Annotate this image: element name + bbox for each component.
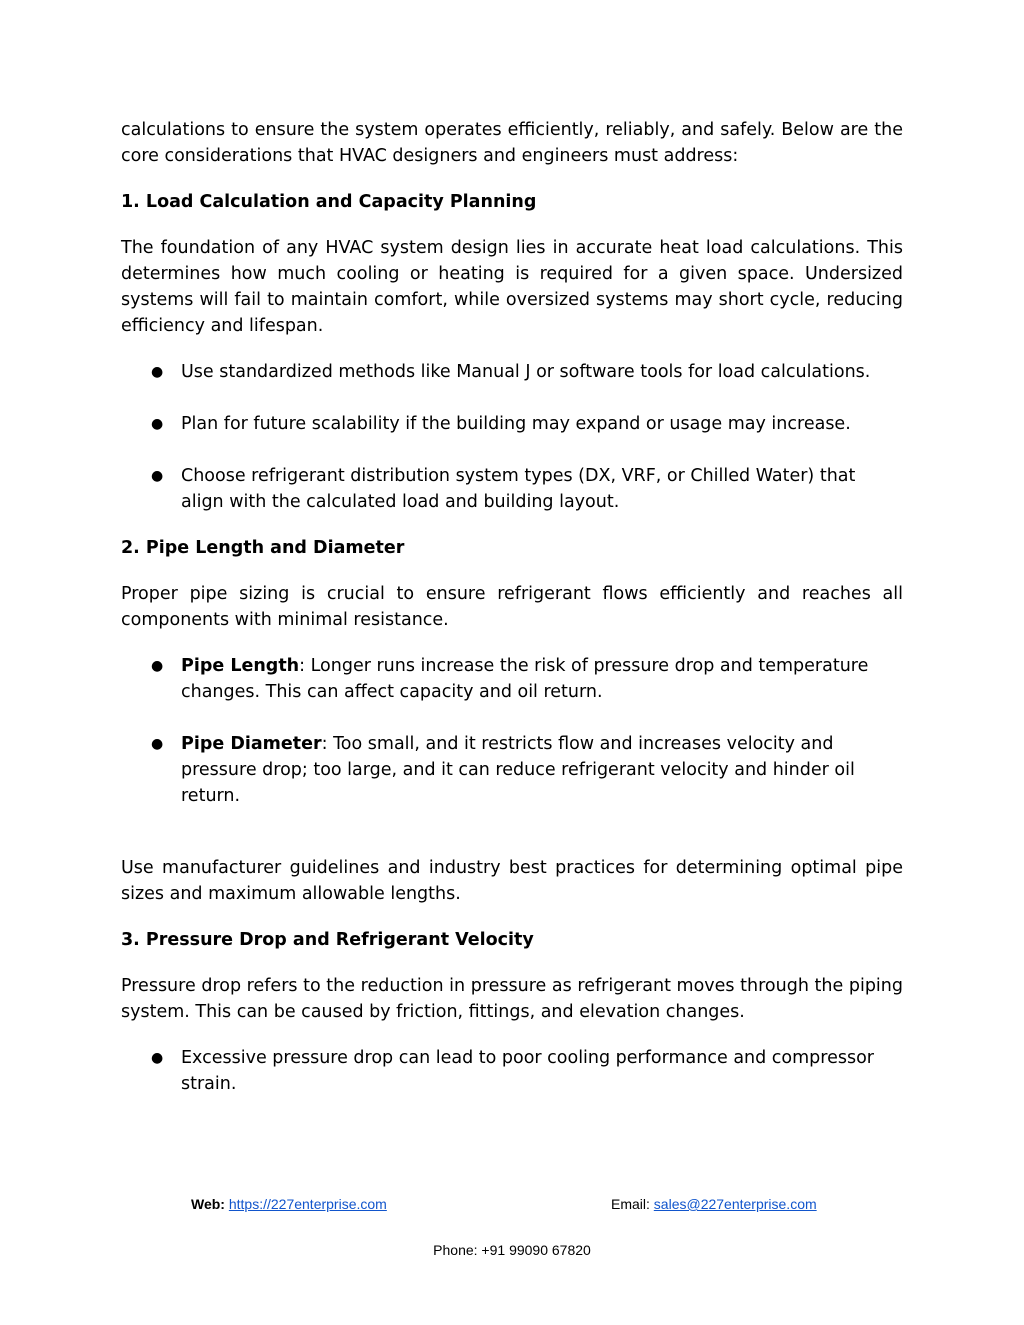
list-item: ● Plan for future scalability if the building may expand or usage may increase. bbox=[121, 411, 903, 437]
section-2-heading: 2. Pipe Length and Diameter bbox=[121, 538, 405, 558]
bullet-icon: ● bbox=[151, 468, 164, 484]
section-3-body: Pressure drop refers to the reduction in pressure as refrigerant moves through the piping system. This can be caused by friction, fittings, and elevation changes. bbox=[121, 976, 903, 1022]
list-item: ● Excessive pressure drop can lead to poor cooling performance and compressor strain. bbox=[121, 1045, 903, 1097]
section-1-heading: 1. Load Calculation and Capacity Planning bbox=[121, 192, 537, 212]
bullet-icon: ● bbox=[151, 658, 164, 674]
footer-email bbox=[611, 1194, 817, 1214]
email-link[interactable]: sales@227enterprise.com bbox=[653, 1196, 817, 1212]
list-item: ● Pipe Length: Longer runs increase the risk of pressure drop and temperature changes. This can affect capacity and oil return. bbox=[121, 653, 903, 705]
bullet-icon: ● bbox=[151, 736, 164, 752]
footer-web bbox=[191, 1194, 387, 1214]
section-1-body: The foundation of any HVAC system design lies in accurate heat load calculations. This determines how much cooling or heating is required for a given space. Undersized systems will fail to maintain comfort, while oversized systems may short cycle, reducing efficiency and lifespan. bbox=[121, 238, 903, 336]
footer-phone: Phone: +91 99090 67820 bbox=[433, 1242, 591, 1258]
section-2-after: Use manufacturer guidelines and industry best practices for determining optimal pipe sizes and maximum allowable lengths. bbox=[121, 858, 903, 904]
section-1-list bbox=[121, 359, 903, 515]
list-item: ● Use standardized methods like Manual J or software tools for load calculations. bbox=[121, 359, 903, 385]
email-label: Email: bbox=[611, 1196, 650, 1212]
section-2-list bbox=[121, 653, 903, 809]
term-pipe-length: Pipe Length bbox=[181, 656, 300, 676]
bullet-icon: ● bbox=[151, 416, 164, 432]
bullet-icon: ● bbox=[151, 1050, 164, 1066]
web-label: Web: bbox=[191, 1196, 225, 1212]
intro-paragraph: calculations to ensure the system operates efficiently, reliably, and safely. Below are the core considerations that HVAC designers and engineers must address: bbox=[121, 120, 903, 166]
term-pipe-diameter: Pipe Diameter bbox=[181, 734, 322, 754]
web-link[interactable]: https://227enterprise.com bbox=[228, 1196, 387, 1212]
bullet-icon: ● bbox=[151, 364, 164, 380]
section-3-heading: 3. Pressure Drop and Refrigerant Velocity bbox=[121, 930, 534, 950]
list-item: ● Pipe Diameter: Too small, and it restricts flow and increases velocity and pressure drop; too large, and it can reduce refrigerant velocity and hinder oil return. bbox=[121, 731, 903, 809]
list-item: ● Choose refrigerant distribution system types (DX, VRF, or Chilled Water) that align with the calculated load and building layout. bbox=[121, 463, 903, 515]
section-3-list bbox=[121, 1045, 903, 1097]
section-2-body: Proper pipe sizing is crucial to ensure refrigerant flows efficiently and reaches all components with minimal resistance. bbox=[121, 584, 903, 630]
document-body bbox=[121, 117, 903, 1117]
